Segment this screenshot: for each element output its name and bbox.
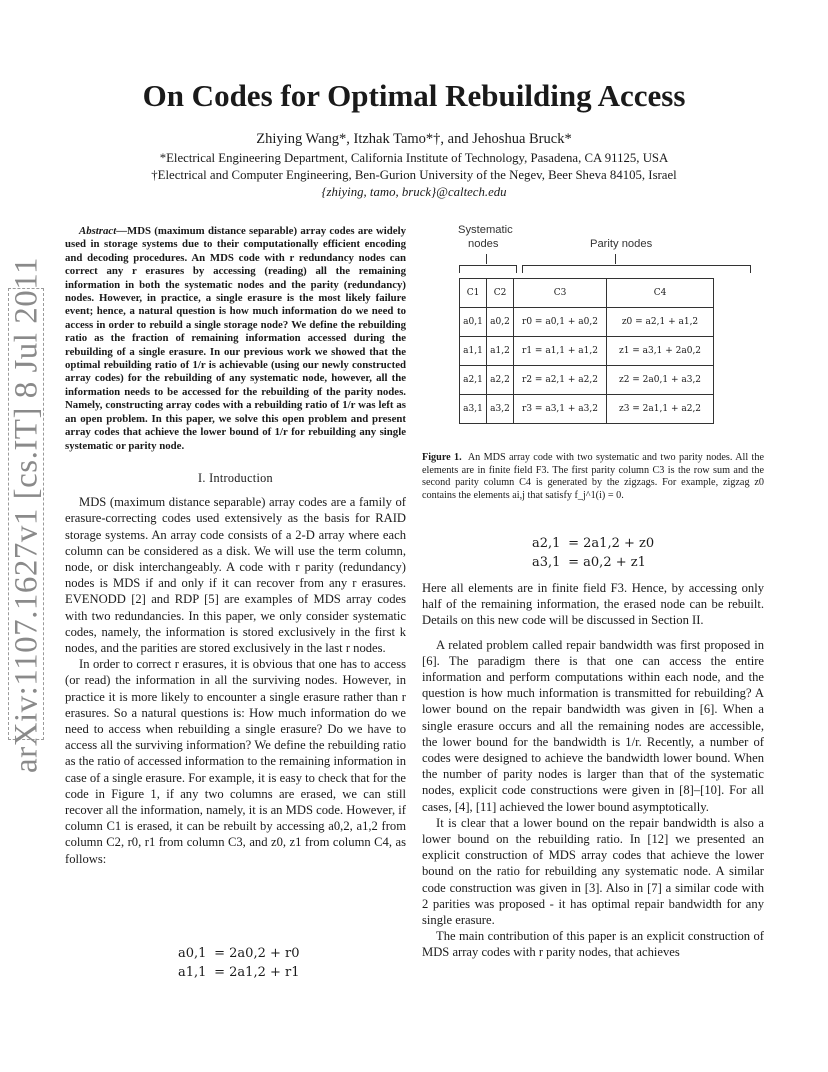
table-cell: r3 = a3,1 + a3,2	[514, 395, 607, 424]
table-row	[460, 366, 714, 395]
parity-arrow	[615, 254, 616, 264]
affiliation-1: *Electrical Engineering Department, California Institute of Technology, Pasadena, CA 91125, USA	[159, 151, 669, 165]
abstract-label: Abstract	[79, 225, 117, 237]
systematic-label-1: Systematic	[458, 224, 513, 236]
table-cell: z0 = a2,1 + a1,2	[607, 308, 714, 337]
table-header: C1	[460, 279, 487, 308]
arxiv-id: arXiv:1107.1627v1 [cs.IT] 8 Jul 2011	[8, 257, 45, 773]
caption-label: Figure 1.	[422, 452, 462, 463]
systematic-arrow	[486, 254, 487, 264]
table-row	[460, 395, 714, 424]
arxiv-sidebar	[7, 257, 47, 773]
table-cell: a1,1	[460, 337, 487, 366]
table-cell: z1 = a3,1 + 2a0,2	[607, 337, 714, 366]
eq3-rhs: = 2a1,2 + z0	[568, 536, 655, 551]
table-cell: a3,2	[487, 395, 514, 424]
equation-block-1	[178, 946, 300, 984]
table-header: C2	[487, 279, 514, 308]
table-header: C4	[607, 279, 714, 308]
table-cell: z3 = 2a1,1 + a2,2	[607, 395, 714, 424]
table-row	[460, 308, 714, 337]
author-list: Zhiying Wang*, Itzhak Tamo*†, and Jehoshua Bruck*	[256, 131, 572, 147]
figure-caption	[422, 452, 764, 502]
code-table	[459, 278, 714, 424]
systematic-label-2: nodes	[468, 238, 499, 250]
table-cell: a1,2	[487, 337, 514, 366]
affiliation-2: †Electrical and Computer Engineering, Ben-Gurion University of the Negev, Beer Sheva 84105, Israel	[151, 168, 677, 182]
abstract	[65, 225, 406, 453]
table-cell: a0,1	[460, 308, 487, 337]
intro-paragraph-6: The main contribution of this paper is an explicit construction of MDS array codes with r parity nodes, that achieves	[422, 929, 764, 960]
abstract-text: —MDS (maximum distance separable) array codes are widely used in storage systems due to their computationally efficient encoding and decoding procedures. An MDS code with r redundancy nodes can correct any r erasures by accessing (reading) all the remaining information in both the systematic nodes and the parity (redundancy) nodes. However, in practice, a single erasure is the most likely failure event; hence, a natural question is how much information do we need to access in order to rebuild a single storage node? We define the rebuilding ratio as the fraction of remaining information accessed during the rebuilding of a single erasure. In our previous work we showed that the optimal rebuilding ratio of 1/r is achievable (using our newly constructed array codes) for the rebuilding of any systematic node, however, all the information needs to be accessed for the rebuilding of the parity nodes. Namely, constructing array codes with a rebuilding ratio of 1/r was left as an open problem. In this paper, we solve this open problem and present array codes that achieve the lower bound of 1/r for rebuilding any single systematic or parity node.	[65, 225, 406, 452]
paper-title: On Codes for Optimal Rebuilding Access	[142, 78, 686, 113]
eq2-lhs: a1,1	[178, 965, 207, 980]
caption-text: An MDS array code with two systematic and two parity nodes. All the elements are in finite field F3. The first parity column C3 is the row sum and the second parity column C4 is generated by the zigzags. For example, zigzag z0 contains the elements ai,j that satisfy f_j^1(i) = 0.	[422, 452, 764, 501]
eq2-rhs: = 2a1,2 + r1	[214, 965, 300, 980]
intro-paragraph-3: Here all elements are in finite field F3. Hence, by accessing only half of the remaining information, the erased node can be rebuilt. Details on this new code will be discussed in Section II.	[422, 581, 764, 628]
table-cell: a0,2	[487, 308, 514, 337]
intro-paragraph-2: In order to correct r erasures, it is obvious that one has to access (or read) the information in all the surviving nodes. However, in practice it is more likely to encounter a single erasure rather than r erasures. So a natural questions is: How much information do we need to access when rebuilding a single erasure? Do we have to access all the surviving information? We define the rebuilding ratio as the ratio of accessed information to the remaining information in case of a single erasure. For example, it is easy to check that for the code in Figure 1, if any two columns are erased, we can still recover all the information, namely, it is an MDS code. However, if column C1 is erased, it can be rebuilt by accessing a0,2, a1,2 from column C2, r0, r1 from column C3, and z0, z1 from column C4, as follows:	[65, 657, 406, 866]
equation-block-2	[532, 536, 654, 574]
eq1-lhs: a0,1	[178, 946, 207, 961]
author-emails: {zhiying, tamo, bruck}@caltech.edu	[321, 185, 507, 199]
table-cell: a2,2	[487, 366, 514, 395]
intro-paragraph-4: A related problem called repair bandwidth was first proposed in [6]. The paradigm there is that one can access the entire information and perform computations within each node, and the question is how much information is transmitted for rebuilding? A lower bound on the repair bandwidth was given in [6]. When a single erasure occurs and all the remaining nodes are accessible, the lower bound for the bandwidth is 1/r. Recently, a number of codes were designed to achieve the bandwidth lower bound. When the number of parity nodes is larger than that of the systematic nodes, explicit code constructions were given in [8]–[10]. For all cases, [4], [11] achieved the lower bound asymptotically.	[422, 637, 764, 814]
eq3-lhs: a2,1	[532, 536, 561, 551]
table-cell: r1 = a1,1 + a1,2	[514, 337, 607, 366]
right-column	[422, 580, 764, 961]
table-cell: a3,1	[460, 395, 487, 424]
eq1-rhs: = 2a0,2 + r0	[214, 946, 300, 961]
table-cell: r2 = a2,1 + a2,2	[514, 366, 607, 395]
intro-paragraph-5: It is clear that a lower bound on the repair bandwidth is also a lower bound on the rebuilding ratio. In [12] we presented an explicit construction of MDS array codes that achieve the lower bound on the ratio for rebuilding any systematic node. A similar code construction was given in [3]. Also in [7] a similar code with 2 parities was proposed - it has optimal repair bandwidth for any single erasure.	[422, 815, 764, 928]
table-cell: z2 = 2a0,1 + a3,2	[607, 366, 714, 395]
parity-bracket	[522, 265, 751, 273]
table-cell: r0 = a0,1 + a0,2	[514, 308, 607, 337]
intro-paragraph-1: MDS (maximum distance separable) array codes are a family of erasure-correcting codes used extensively as the basis for RAID storage systems. An array code consists of a 2-D array where each column can be considered as a disk. We will use the term column, node, or disk interchangeably. A code with r parity (redundancy) nodes is MDS if and only if it can recover from any r erasures. EVENODD [2] and RDP [5] are examples of MDS array codes with two redundancies. In this paper, we only consider systematic codes, namely, the information is stored exclusively in the first k nodes, and the parities are stored exclusively in the last r nodes.	[65, 495, 406, 655]
figure-1	[422, 222, 764, 452]
section-heading: I. Introduction	[198, 470, 273, 485]
eq4-lhs: a3,1	[532, 555, 561, 570]
table-row	[460, 279, 714, 308]
systematic-bracket	[459, 265, 517, 273]
left-column	[65, 225, 406, 867]
table-header: C3	[514, 279, 607, 308]
eq4-rhs: = a0,2 + z1	[568, 555, 646, 570]
parity-label: Parity nodes	[590, 238, 653, 250]
table-cell: a2,1	[460, 366, 487, 395]
table-row	[460, 337, 714, 366]
